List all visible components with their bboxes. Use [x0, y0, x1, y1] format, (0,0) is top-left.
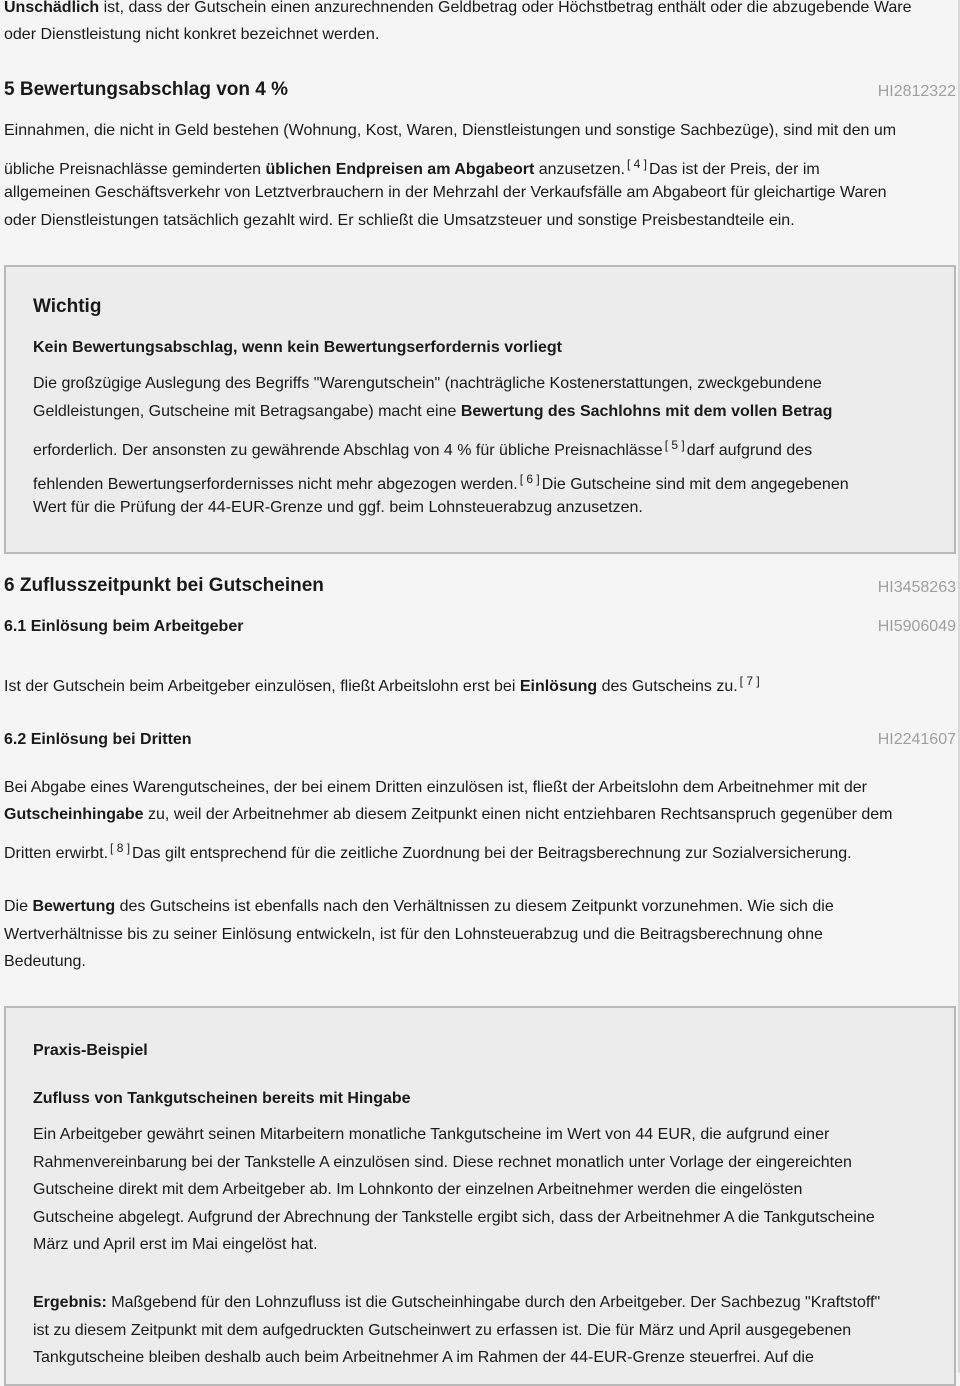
text: Die Gutscheine sind mit dem angegebenen: [541, 476, 849, 493]
example-result-line1: [33, 1289, 880, 1317]
section-6-2-p2-line1: [4, 893, 834, 921]
text: Dritten erwirbt.: [4, 845, 109, 862]
example-box: [4, 1006, 956, 1386]
important-line2: [33, 398, 832, 426]
text: erforderlich. Der ansonsten zu gewährende Abschlag von 4 % für übliche Preisnachlässe: [33, 442, 663, 459]
example-line: Ein Arbeitgeber gewährt seinen Mitarbeitern monatliche Tankgutscheine im Wert von 44 EUR, die aufgrund einer: [33, 1126, 830, 1143]
text: übliche Preisnachlässe geminderten: [4, 161, 266, 178]
intro-line2: oder Dienstleistung nicht konkret bezeichnet werden.: [4, 26, 380, 43]
example-box-title: Praxis-Beispiel: [33, 1042, 148, 1059]
intro-bold-lead: Unschädlich: [4, 0, 100, 16]
section-6-1-text: [4, 668, 762, 701]
important-box-title: Wichtig: [33, 296, 102, 317]
bold-text: Einlösung: [519, 678, 598, 695]
section-5-line1: Einnahmen, die nicht in Geld bestehen (Wohnung, Kost, Waren, Dienstleistungen und sonstige Sachbezüge), sind mit den um: [4, 122, 897, 139]
text: des Gutscheins zu.: [597, 678, 738, 695]
bold-text: üblichen Endpreisen am Abgabeort: [265, 161, 535, 178]
important-line1: Die großzügige Auslegung des Begriffs "Warengutschein" (nachträgliche Kostenerstattungen, zweckgebundene: [33, 375, 822, 392]
footnote-ref-7[interactable]: [ 7 ]: [739, 674, 760, 688]
section-6-1-heading: 6.1 Einlösung beim Arbeitgeber: [4, 618, 244, 635]
intro-paragraph: [4, 0, 912, 22]
footnote-ref-5[interactable]: [ 5 ]: [664, 438, 685, 452]
example-result-line3: Tankgutscheine bleiben deshalb auch beim Arbeitnehmer A im Rahmen der 44-EUR-Grenze steuerfrei. Auf die: [33, 1349, 814, 1366]
text: darf aufgrund des: [686, 442, 813, 459]
example-line: Rahmenvereinbarung bei der Tankstelle A einzulösen sind. Diese rechnet monatlich unter Vorlage der eingereichten: [33, 1154, 852, 1171]
section-6-2-p1-line2: [4, 801, 892, 829]
section-6-2-p2-line3: Bedeutung.: [4, 953, 86, 970]
example-line: Gutscheine direkt mit dem Arbeitgeber ab. Im Lohnkonto der einzelnen Arbeitnehmer werden die eingelösten: [33, 1181, 803, 1198]
important-line5: Wert für die Prüfung der 44-EUR-Grenze und ggf. beim Lohnsteuerabzug anzusetzen.: [33, 499, 643, 516]
text: fehlenden Bewertungserfordernisses nicht mehr abgezogen werden.: [33, 476, 518, 493]
section-5-heading: 5 Bewertungsabschlag von 4 %: [4, 79, 289, 100]
section-6-heading: 6 Zuflusszeitpunkt bei Gutscheinen: [4, 575, 324, 596]
text: Das ist der Preis, der im: [649, 161, 820, 178]
section-5-line4: oder Dienstleistungen tatsächlich gezahlt wird. Er schließt die Umsatzsteuer und sonstige Preisbestandteile ein.: [4, 212, 795, 229]
bold-text: Bewertung des Sachlohns mit dem vollen Betrag: [460, 403, 833, 420]
important-line3: [33, 432, 812, 465]
result-label: Ergebnis:: [33, 1294, 107, 1311]
footnote-ref-6[interactable]: [ 6 ]: [519, 472, 540, 486]
example-box-subtitle: Zufluss von Tankgutscheinen bereits mit Hingabe: [33, 1090, 411, 1107]
text: Die: [4, 898, 33, 915]
section-6-2-p2-line2: Wertverhältnisse bis zu seiner Einlösung entwickeln, ist für den Lohnsteuerabzug und die Beitragsberechnung ohne: [4, 926, 823, 943]
intro-text: ist, dass der Gutschein einen anzurechnenden Geldbetrag oder Höchstbetrag enthält oder die abzugebende Ware: [99, 0, 912, 16]
section-6-2-p1-line1: Bei Abgabe eines Warengutscheines, der bei einem Dritten einzulösen ist, fließt der Arbeitslohn dem Arbeitnehmer mit der: [4, 779, 867, 796]
example-line: März und April erst im Mai eingelöst hat.: [33, 1236, 318, 1253]
text: zu, weil der Arbeitnehmer ab diesem Zeitpunkt einen nicht entziehbaren Rechtsanspruch gegenüber dem: [143, 806, 893, 823]
text: Das gilt entsprechend für die zeitliche Zuordnung bei der Beitragsberechnung zur Sozialversicherung.: [132, 845, 852, 862]
bold-text: Bewertung: [32, 898, 116, 915]
footnote-ref-4[interactable]: [ 4 ]: [627, 157, 648, 171]
section-5-line3: allgemeinen Geschäftsverkehr von Letztverbrauchern in der Mehrzahl der Verkaufsfälle am Abgabeort für gleichartige Waren: [4, 184, 887, 201]
text: Ist der Gutschein beim Arbeitgeber einzulösen, fließt Arbeitslohn erst bei: [4, 678, 520, 695]
important-box-subtitle: Kein Bewertungsabschlag, wenn kein Bewertungserfordernis vorliegt: [33, 339, 563, 356]
text: des Gutscheins ist ebenfalls nach den Verhältnissen zu diesem Zeitpunkt vorzunehmen. Wie sich die: [115, 898, 834, 915]
bold-text: Gutscheinhingabe: [4, 806, 144, 823]
section-6-2-p1-line3: [4, 835, 852, 868]
text: anzusetzen.: [534, 161, 625, 178]
example-line: Gutscheine abgelegt. Aufgrund der Abrechnung der Tankstelle ergibt sich, dass der Arbeitnehmer A die Tankgutscheine: [33, 1209, 875, 1226]
section-6-2-id[interactable]: HI2241607: [877, 731, 956, 748]
example-result-line2: ist zu diesem Zeitpunkt mit dem aufgedruckten Gutscheinwert zu erfassen ist. Die für März und April ausgegebenen: [33, 1322, 852, 1339]
important-box: [4, 265, 956, 554]
section-6-1-id[interactable]: HI5906049: [877, 618, 956, 635]
section-5-id[interactable]: HI2812322: [877, 83, 956, 100]
section-6-id[interactable]: HI3458263: [877, 579, 956, 596]
text: Geldleistungen, Gutscheine mit Betragsangabe) macht eine: [33, 403, 461, 420]
footnote-ref-8[interactable]: [ 8 ]: [110, 841, 131, 855]
section-6-2-heading: 6.2 Einlösung bei Dritten: [4, 731, 192, 748]
text: Maßgebend für den Lohnzufluss ist die Gutscheinhingabe durch den Arbeitgeber. Der Sachbezug "Kraftstoff": [106, 1294, 881, 1311]
